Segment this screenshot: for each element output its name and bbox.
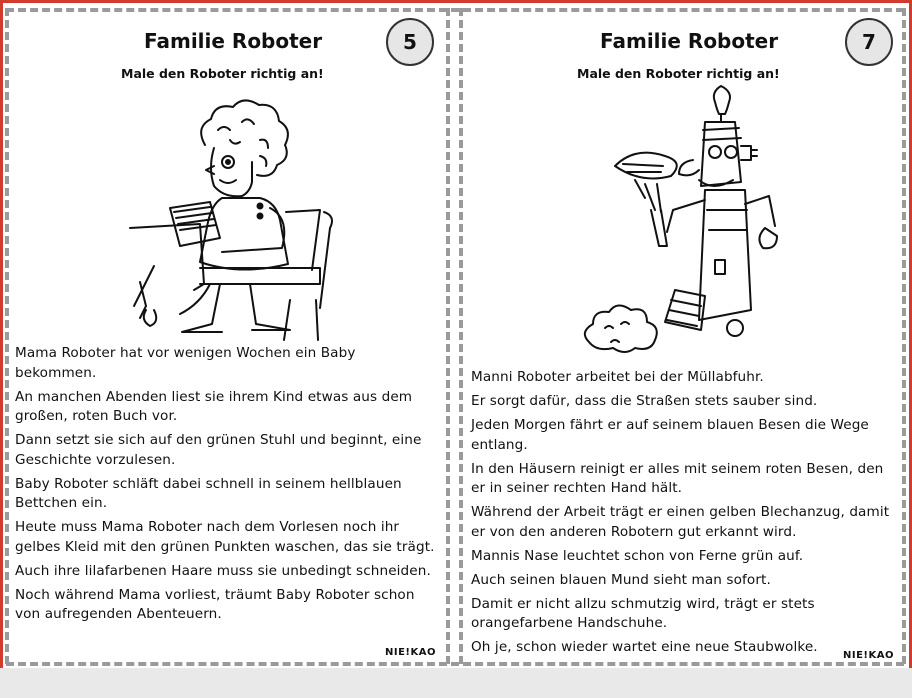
brand-logo: NIE!KAO (385, 647, 436, 658)
story-line: Oh je, schon wieder wartet eine neue Staubwolke. (471, 639, 818, 655)
story-line: Damit er nicht allzu schmutzig wird, trägt er stets orangefarbene Handschuhe. (471, 595, 815, 631)
story-text (471, 368, 891, 662)
story-line: Auch seinen blauen Mund sieht man sofort. (471, 571, 771, 588)
story-line: Heute muss Mama Roboter nach dem Vorlesen noch ihr gelbes Kleid mit den grünen Punkten waschen, das sie trägt. (15, 519, 435, 555)
cut-line-top (6, 8, 904, 12)
brand-logo: NIE!KAO (843, 650, 894, 661)
mama-robot-illustration (110, 100, 350, 345)
cut-line-right (902, 8, 906, 664)
card-instruction: Male den Roboter richtig an! (577, 66, 780, 81)
story-line: Baby Roboter schläft dabei schnell in seinem hellblauen Bettchen ein. (15, 475, 402, 511)
story-text (15, 344, 435, 629)
manni-robot-illustration (575, 80, 795, 360)
story-line: Auch ihre lilafarbenen Haare muss sie unbedingt schneiden. (15, 562, 431, 579)
story-line: Manni Roboter arbeitet bei der Müllabfuhr. (471, 369, 764, 385)
story-line: An manchen Abenden liest sie ihrem Kind etwas aus dem großen, roten Buch vor. (15, 388, 413, 424)
card-title: Familie Roboter (144, 29, 323, 53)
story-line: Dann setzt sie sich auf den grünen Stuhl und beginnt, eine Geschichte vorzulesen. (15, 432, 422, 468)
card-number-badge: 7 (845, 18, 893, 66)
card-title: Familie Roboter (600, 29, 779, 53)
story-line: Mannis Nase leuchtet schon von Ferne grün auf. (471, 547, 804, 564)
story-line: Während der Arbeit trägt er einen gelben Blechanzug, damit er von den anderen Robotern gut erkannt wird. (471, 504, 890, 540)
story-line: Er sorgt dafür, dass die Straßen stets sauber sind. (471, 393, 818, 409)
cut-line-center-b (459, 8, 463, 664)
story-line: Noch während Mama vorliest, träumt Baby Roboter schon von aufregenden Abenteuern. (15, 586, 415, 622)
card-number-badge: 5 (386, 18, 434, 66)
bottom-strip (0, 668, 912, 698)
story-line: Mama Roboter hat vor wenigen Wochen ein Baby bekommen. (15, 345, 356, 381)
card-instruction: Male den Roboter richtig an! (121, 66, 324, 81)
story-line: Jeden Morgen fährt er auf seinem blauen Besen die Wege entlang. (471, 417, 869, 453)
cut-line-bottom (6, 662, 904, 666)
cut-line-center-a (446, 8, 450, 664)
story-line: In den Häusern reinigt er alles mit seinem roten Besen, den er in seiner rechten Hand hält. (471, 460, 884, 496)
cut-line-left (5, 8, 9, 664)
